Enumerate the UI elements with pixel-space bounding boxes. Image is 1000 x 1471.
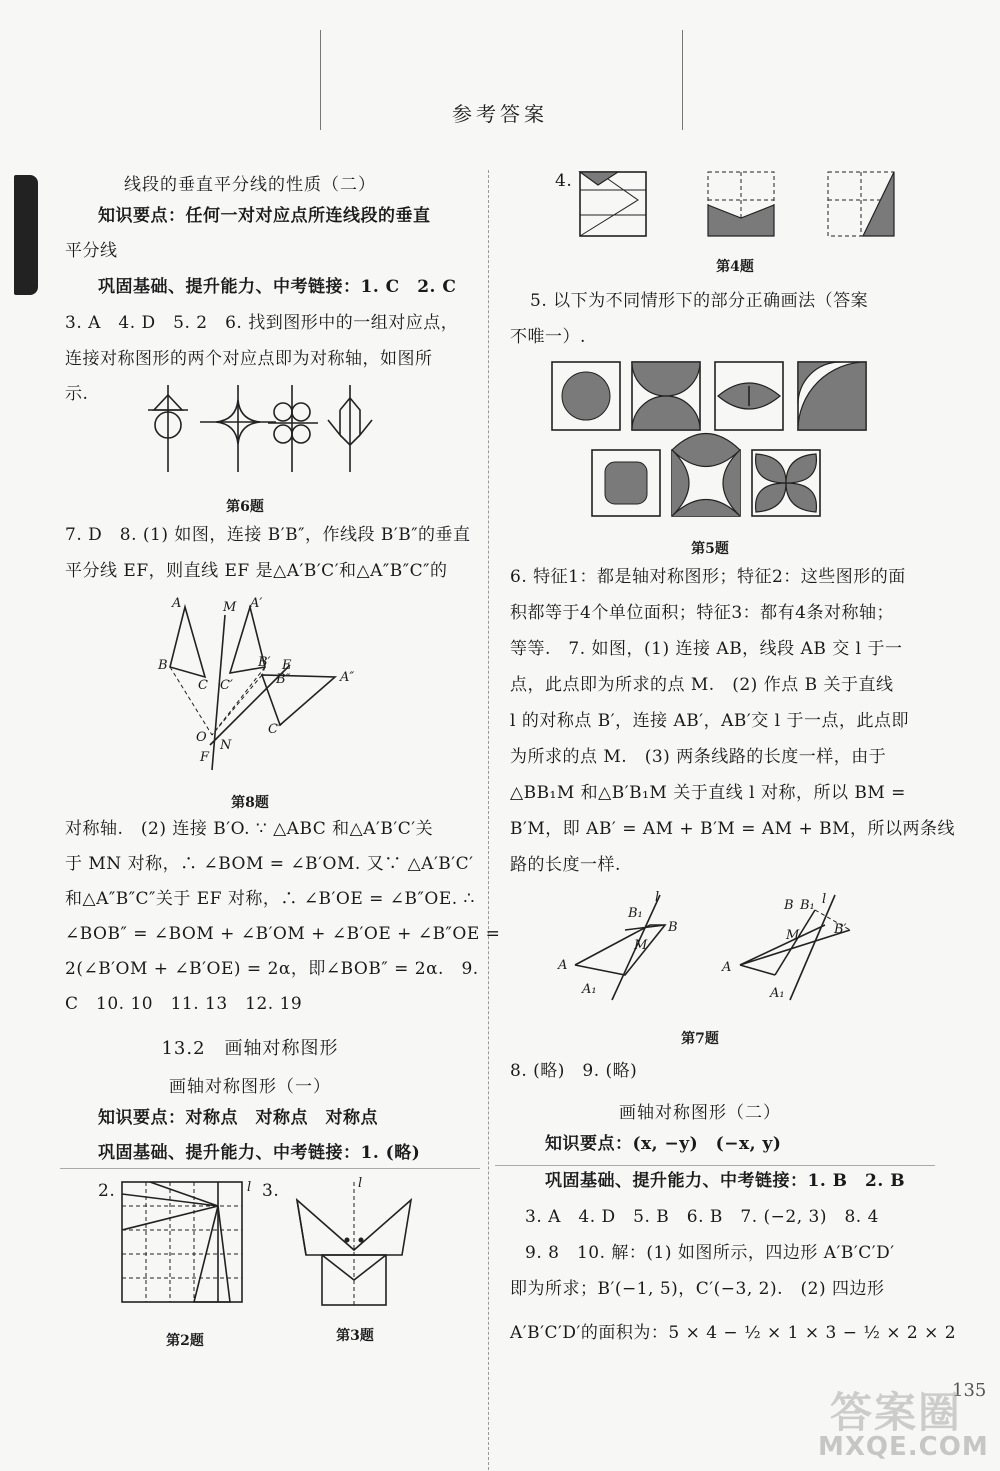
text-line: 示. [65, 384, 89, 404]
point-label: C″ [268, 722, 283, 737]
figure-caption: 第4题 [716, 259, 754, 275]
point-label: F [200, 750, 210, 765]
question-number: 3. [262, 1181, 280, 1201]
text-line: 路的长度一样. [510, 855, 621, 875]
text-line: ∠BOB″ = ∠BOM + ∠B′OM + ∠B′OE + ∠B″OE = [65, 924, 501, 944]
line-label: l [358, 1176, 363, 1191]
figure-7 [560, 890, 900, 1010]
text-line: 于 MN 对称，∴ ∠BOM = ∠B′OM. 又∵ △A′B′C′ [65, 854, 474, 874]
text-line: 知识要点：任何一对对应点所连线段的垂直 [98, 206, 431, 226]
section-subtitle: 画轴对称图形（一） [169, 1077, 331, 1097]
question-number: 2. [98, 1181, 116, 1201]
text-line: A′B′C′D′的面积为：5 × 4 − ½ × 1 × 3 − ½ × 2 × 2 [510, 1323, 957, 1343]
text-line: 3. A 4. D 5. 2 6. 找到图形中的一组对应点， [65, 313, 459, 333]
text-line: 为所求的点 M. (3) 两条线路的长度一样，由于 [510, 747, 887, 767]
header-rule-left [320, 30, 321, 130]
figure-2-grid [120, 1180, 245, 1305]
point-label: A₁ [770, 986, 785, 1001]
point-label: B″ [276, 672, 291, 687]
figure-caption: 第8题 [231, 795, 269, 811]
figure-caption: 第7题 [681, 1031, 719, 1047]
section-heading: 13.2 画轴对称图形 [161, 1038, 339, 1059]
text-line: 和△A″B″C″关于 EF 对称，∴ ∠B′OE = ∠B″OE. ∴ [65, 889, 475, 909]
point-label: B [784, 898, 794, 913]
section-title: 线段的垂直平分线的性质（二） [124, 175, 376, 195]
point-label: A [172, 596, 182, 611]
point-label: A′ [250, 596, 263, 611]
text-line: B′M，即 AB′ = AM + B′M = AM + BM，所以两条线 [510, 819, 956, 839]
point-label: l [822, 892, 827, 907]
text-line: 点，此点即为所求的点 M. (2) 作点 B 关于直线 [510, 675, 894, 695]
point-label: C′ [220, 678, 233, 693]
text-line: 积都等于4个单位面积；特征3：都有4条对称轴； [510, 603, 894, 623]
text-line: 巩固基础、提升能力、中考链接：1. (略) [98, 1143, 421, 1163]
figure-4 [578, 170, 918, 240]
text-line: 7. D 8. (1) 如图，连接 B′B″，作线段 B′B″的垂直 [65, 525, 471, 545]
text-line: 巩固基础、提升能力、中考链接：1. C 2. C [98, 277, 457, 297]
binding-edge [14, 175, 38, 295]
point-label: O [196, 730, 207, 745]
section-subtitle: 画轴对称图形（二） [619, 1103, 781, 1123]
text-line: 9. 8 10. 解：(1) 如图所示，四边形 A′B′C′D′ [525, 1243, 895, 1263]
figure-caption: 第2题 [166, 1333, 204, 1349]
text-line: 知识要点：对称点 对称点 对称点 [98, 1108, 378, 1128]
point-label: l [655, 890, 660, 905]
watermark-url: MXQE.COM [818, 1432, 989, 1462]
figure-caption: 第5题 [691, 541, 729, 557]
figure-8 [150, 595, 370, 775]
figure-6 [140, 380, 380, 480]
text-line: 知识要点：(x, −y) (−x, y) [545, 1134, 782, 1154]
point-label: B [668, 920, 678, 935]
point-label: A [558, 958, 568, 973]
text-line: 即为所求；B′(−1, 5)，C′(−3, 2). (2) 四边形 [510, 1279, 885, 1299]
text-line: 对称轴. (2) 连接 B′O. ∵ △ABC 和△A′B′C′关 [65, 819, 434, 839]
figure-caption: 第6题 [226, 499, 264, 515]
text-line: l 的对称点 B′，连接 AB′，AB′交 l 于一点，此点即 [510, 711, 910, 731]
point-label: M [634, 938, 648, 953]
point-label: B [158, 658, 168, 673]
watermark-logo: 答案圈 [830, 1388, 963, 1437]
fold-line-left [60, 1168, 480, 1169]
text-line: 不唯一）. [510, 327, 586, 347]
point-label: A [722, 960, 732, 975]
figure-3 [292, 1180, 417, 1310]
text-line: 8. (略) 9. (略) [510, 1061, 638, 1081]
text-line: 3. A 4. D 5. B 6. B 7. (−2, 3) 8. 4 [525, 1207, 879, 1227]
figure-caption: 第3题 [336, 1328, 374, 1344]
header-rule-right [682, 30, 683, 130]
text-line: 2(∠B′OM + ∠B′OE) = 2α，即∠BOB″ = 2α. 9. [65, 959, 479, 979]
fold-line-right [495, 1165, 935, 1166]
point-label: M [223, 600, 237, 615]
figure-5 [550, 360, 890, 520]
point-label: B′ [258, 655, 271, 670]
text-line: 连接对称图形的两个对应点即为对称轴，如图所 [65, 349, 433, 369]
point-label: A″ [340, 670, 355, 685]
page-number: 135 [952, 1380, 987, 1401]
point-label: C [198, 678, 208, 693]
point-label: E [282, 658, 292, 673]
point-label: A₁ [582, 982, 597, 997]
text-line: 平分线 [65, 241, 118, 261]
line-label: l [247, 1180, 252, 1195]
question-number: 4. [555, 171, 573, 191]
text-line: 平分线 EF，则直线 EF 是△A′B′C′和△A″B″C″的 [65, 561, 448, 581]
point-label: B₁ [800, 898, 815, 913]
text-line: C 10. 10 11. 13 12. 19 [65, 994, 303, 1014]
text-line: 巩固基础、提升能力、中考链接：1. B 2. B [545, 1171, 906, 1191]
text-line: 等等. 7. 如图，(1) 连接 AB，线段 AB 交 l 于一 [510, 639, 903, 659]
point-label: M [786, 928, 800, 943]
page-title: 参考答案 [452, 102, 548, 126]
text-line: 6. 特征1：都是轴对称图形；特征2：这些图形的面 [510, 567, 906, 587]
text-line: 5. 以下为不同情形下的部分正确画法（答案 [530, 291, 869, 311]
point-label: B′ [834, 922, 847, 937]
point-label: B₁ [628, 906, 643, 921]
text-line: △BB₁M 和△B′B₁M 关于直线 l 对称，所以 BM = [510, 783, 906, 803]
point-label: N [220, 738, 232, 753]
column-divider [488, 170, 489, 1470]
